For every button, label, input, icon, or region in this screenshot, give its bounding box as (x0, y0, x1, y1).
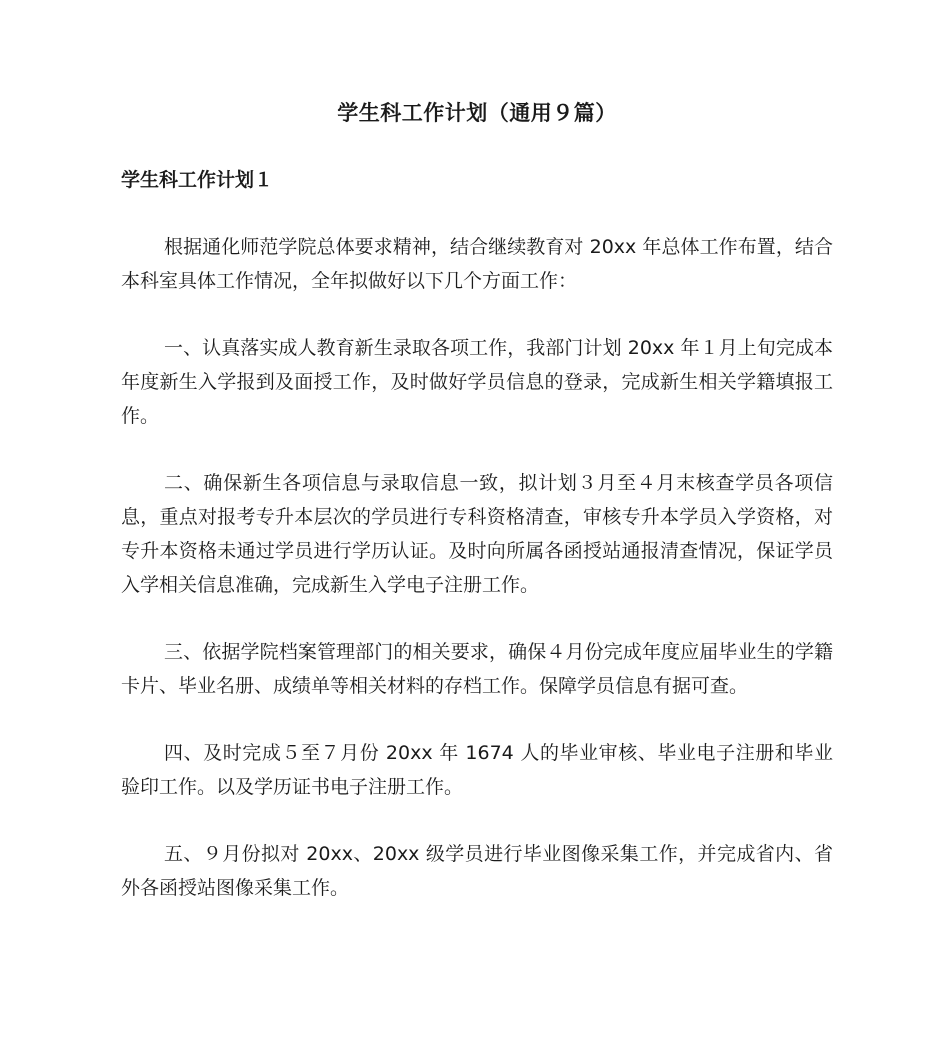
document-page (121, 95, 833, 938)
section-heading: 学生科工作计划１ (121, 169, 274, 191)
paragraph-intro: 根据通化师范学院总体要求精神，结合继续教育对 20xx 年总体工作布置，结合本科室具体工作情况，全年拟做好以下几个方面工作： (121, 236, 833, 292)
document-title: 学生科工作计划（通用９篇） (337, 101, 617, 125)
paragraph-item-5: 五、９月份拟对 20xx、20xx 级学员进行毕业图像采集工作，并完成省内、省外各函授站图像采集工作。 (121, 843, 833, 899)
paragraph-item-2: 二、确保新生各项信息与录取信息一致，拟计划３月至４月末核查学员各项信息，重点对报考专升本层次的学员进行专科资格清查，审核专升本学员入学资格，对专升本资格未通过学员进行学历认证。及时向所属各函授站通报清查情况，保证学员入学相关信息准确，完成新生入学电子注册工作。 (121, 472, 833, 596)
paragraph-item-3: 三、依据学院档案管理部门的相关要求，确保４月份完成年度应届毕业生的学籍卡片、毕业名册、成绩单等相关材料的存档工作。保障学员信息有据可查。 (121, 641, 833, 697)
paragraph-item-1: 一、认真落实成人教育新生录取各项工作，我部门计划 20xx 年１月上旬完成本年度新生入学报到及面授工作，及时做好学员信息的登录，完成新生相关学籍填报工作。 (121, 337, 833, 427)
paragraph-item-4: 四、及时完成５至７月份 20xx 年 1674 人的毕业审核、毕业电子注册和毕业验印工作。以及学历证书电子注册工作。 (121, 742, 833, 798)
